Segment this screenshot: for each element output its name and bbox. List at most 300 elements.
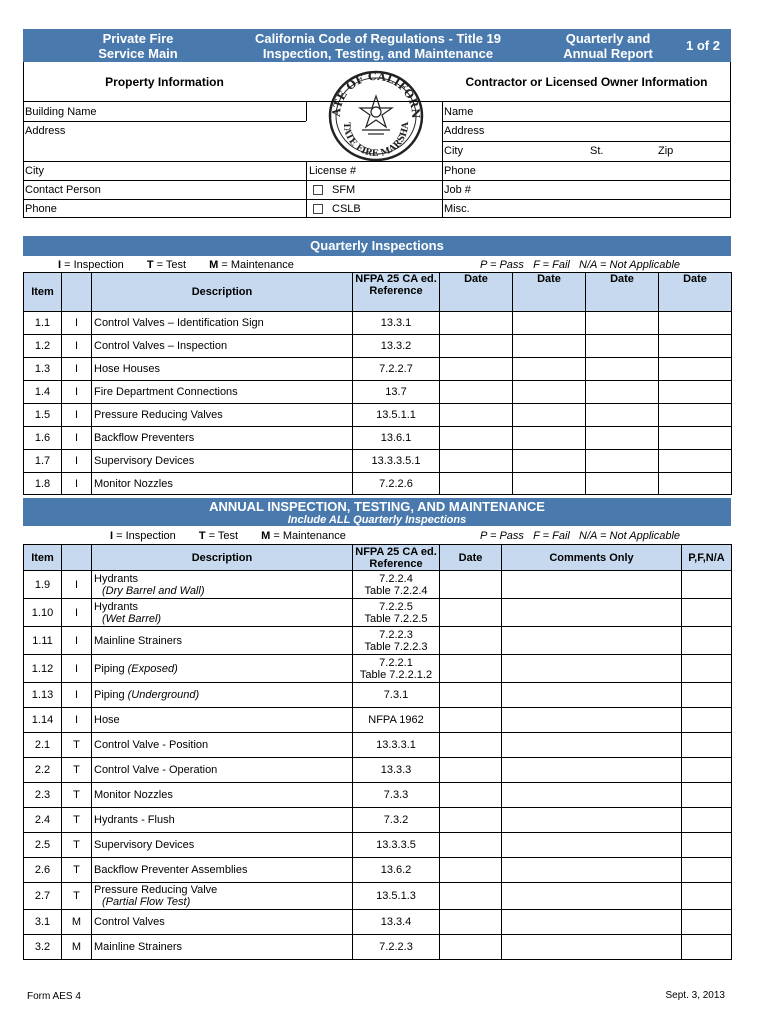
date-entry-cell[interactable] xyxy=(440,758,502,783)
date-entry-cell[interactable] xyxy=(440,858,502,883)
date-entry-cell[interactable] xyxy=(586,312,659,335)
row-description-text: Pressure Reducing Valve xyxy=(94,884,218,896)
date-entry-cell[interactable] xyxy=(586,381,659,404)
annual-col-header-pfna: P,F,N/A xyxy=(682,545,732,571)
row-description xyxy=(92,808,353,833)
row-description xyxy=(92,833,353,858)
table-row xyxy=(24,404,732,427)
annual-title-bar xyxy=(23,498,731,526)
row-description xyxy=(92,935,353,960)
row-reference-section: 13.3.3.1 xyxy=(376,739,416,751)
row-reference: 13.7 xyxy=(353,381,440,404)
row-item-number: 1.1 xyxy=(24,312,62,335)
comments-entry-cell[interactable] xyxy=(502,655,682,683)
date-entry-cell[interactable] xyxy=(586,450,659,473)
row-item-number: 2.5 xyxy=(24,833,62,858)
date-entry-cell[interactable] xyxy=(586,427,659,450)
row-type: I xyxy=(62,427,92,450)
comments-entry-cell[interactable] xyxy=(502,758,682,783)
comments-entry-cell[interactable] xyxy=(502,733,682,758)
date-entry-cell[interactable] xyxy=(586,358,659,381)
row-reference-section: 7.3.1 xyxy=(383,689,409,701)
col-header-date-3: Date xyxy=(586,273,659,312)
date-entry-cell[interactable] xyxy=(440,599,502,627)
pfna-entry-cell[interactable] xyxy=(682,883,732,910)
annual-legend-m-text: = Maintenance xyxy=(273,530,346,542)
annual-title: ANNUAL INSPECTION, TESTING, AND MAINTENANCE xyxy=(209,499,545,514)
job-number-label: Job # xyxy=(444,184,471,196)
row-reference: 7.2.2.7 xyxy=(353,358,440,381)
comments-entry-cell[interactable] xyxy=(502,571,682,599)
comments-entry-cell[interactable] xyxy=(502,599,682,627)
date-entry-cell[interactable] xyxy=(440,404,513,427)
row-type: M xyxy=(62,910,92,935)
date-entry-cell[interactable] xyxy=(440,783,502,808)
row-type: I xyxy=(62,627,92,655)
comments-entry-cell[interactable] xyxy=(502,683,682,708)
row-type: M xyxy=(62,935,92,960)
pfna-entry-cell[interactable] xyxy=(682,571,732,599)
annual-col-header-description: Description xyxy=(92,545,353,571)
row-item-number: 1.4 xyxy=(24,381,62,404)
row-type: I xyxy=(62,683,92,708)
date-entry-cell[interactable] xyxy=(513,473,586,495)
row-description xyxy=(92,627,353,655)
date-entry-cell[interactable] xyxy=(440,473,513,495)
row-type: T xyxy=(62,833,92,858)
row-item-number: 1.7 xyxy=(24,450,62,473)
pfna-entry-cell[interactable] xyxy=(682,783,732,808)
quarterly-legend-left xyxy=(58,259,294,271)
row-description xyxy=(92,733,353,758)
row-item-number: 1.13 xyxy=(24,683,62,708)
seal-graphic xyxy=(320,64,430,162)
table-row xyxy=(24,910,732,935)
contractor-phone-label: Phone xyxy=(444,165,476,177)
sfm-checkbox[interactable] xyxy=(313,185,323,195)
row-description xyxy=(92,683,353,708)
comments-entry-cell[interactable] xyxy=(502,910,682,935)
header-center-line2: Inspection, Testing, and Maintenance xyxy=(262,46,494,61)
info-line-6 xyxy=(23,199,731,200)
row-reference-section: 7.2.2.1 xyxy=(379,656,413,669)
row-item-number: 1.2 xyxy=(24,335,62,358)
state-fire-marshal-seal xyxy=(320,64,430,162)
row-reference-section: 7.2.2.5 xyxy=(379,600,413,613)
row-type: T xyxy=(62,808,92,833)
row-description: Fire Department Connections xyxy=(92,381,353,404)
quarterly-title-bar xyxy=(23,236,731,256)
annual-legend-i-text: = Inspection xyxy=(116,530,176,542)
header-right-title xyxy=(543,31,673,61)
annual-col-header-reference: NFPA 25 CA ed. Reference xyxy=(353,545,440,571)
date-entry-cell[interactable] xyxy=(513,404,586,427)
row-description-text: Control Valves xyxy=(94,916,165,928)
row-description: Monitor Nozzles xyxy=(92,473,353,495)
date-entry-cell[interactable] xyxy=(440,655,502,683)
col-header-item: Item xyxy=(24,273,62,312)
date-entry-cell[interactable] xyxy=(659,312,732,335)
license-label: License # xyxy=(309,165,357,177)
row-description-text: Mainline Strainers xyxy=(94,634,183,647)
table-row xyxy=(24,808,732,833)
row-type: I xyxy=(62,599,92,627)
contractor-state-label: St. xyxy=(590,145,604,157)
table-row xyxy=(24,427,732,450)
row-item-number: 1.6 xyxy=(24,427,62,450)
row-item-number: 1.11 xyxy=(24,627,62,655)
row-type: T xyxy=(62,858,92,883)
row-description-text: Piping xyxy=(94,662,125,675)
pfna-entry-cell[interactable] xyxy=(682,758,732,783)
annual-legend-i-key: I xyxy=(110,530,114,542)
table-row xyxy=(24,335,732,358)
info-divider-left xyxy=(306,101,307,121)
info-divider-left-lower xyxy=(306,161,307,218)
header-left-line2: Service Main xyxy=(98,46,178,61)
pfna-entry-cell[interactable] xyxy=(682,833,732,858)
row-reference-section: 13.5.1.3 xyxy=(376,890,416,902)
annual-table xyxy=(23,544,732,960)
seal-top-text: ATE OF CALIFORN xyxy=(329,69,423,119)
row-description-text: Hydrants - Flush xyxy=(94,814,175,826)
row-reference xyxy=(353,627,440,655)
row-reference xyxy=(353,833,440,858)
annual-legend-left xyxy=(110,530,346,542)
row-description xyxy=(92,655,353,683)
row-reference-section: 13.3.3.5 xyxy=(376,839,416,851)
row-type: I xyxy=(62,473,92,495)
annual-legend-t-text: = Test xyxy=(208,530,239,542)
date-entry-cell[interactable] xyxy=(513,450,586,473)
contact-person-label: Contact Person xyxy=(25,184,101,196)
table-row xyxy=(24,312,732,335)
row-item-number: 1.12 xyxy=(24,655,62,683)
row-item-number: 1.9 xyxy=(24,571,62,599)
col-header-reference: NFPA 25 CA ed. Reference xyxy=(353,273,440,312)
date-entry-cell[interactable] xyxy=(586,335,659,358)
comments-entry-cell[interactable] xyxy=(502,808,682,833)
row-description xyxy=(92,883,353,910)
row-description-text: Hydrants xyxy=(94,572,139,585)
quarterly-legend-right: P = Pass F = Fail N/A = Not Applicable xyxy=(480,259,681,271)
row-type: I xyxy=(62,312,92,335)
row-description xyxy=(92,910,353,935)
legend-m-key: M xyxy=(209,259,219,271)
row-reference: 13.6.1 xyxy=(353,427,440,450)
date-entry-cell[interactable] xyxy=(440,808,502,833)
table-row xyxy=(24,358,732,381)
table-row xyxy=(24,473,732,495)
row-description-qualifier: (Exposed) xyxy=(127,662,178,675)
row-item-number: 3.2 xyxy=(24,935,62,960)
info-line-2-left xyxy=(23,121,306,122)
row-item-number: 2.6 xyxy=(24,858,62,883)
row-description-qualifier: (Underground) xyxy=(127,689,200,701)
row-reference: 13.3.2 xyxy=(353,335,440,358)
info-line-2-right xyxy=(442,121,731,122)
row-type: I xyxy=(62,708,92,733)
row-reference-section: 7.2.2.4 xyxy=(379,572,413,585)
date-entry-cell[interactable] xyxy=(513,358,586,381)
pfna-entry-cell[interactable] xyxy=(682,935,732,960)
row-type: T xyxy=(62,883,92,910)
date-entry-cell[interactable] xyxy=(440,358,513,381)
table-row xyxy=(24,381,732,404)
cslb-label: CSLB xyxy=(332,203,361,215)
row-reference xyxy=(353,708,440,733)
row-reference xyxy=(353,683,440,708)
row-reference: 7.2.2.6 xyxy=(353,473,440,495)
row-reference-section: 7.3.3 xyxy=(383,789,409,801)
info-line-4 xyxy=(23,161,731,162)
row-description: Pressure Reducing Valves xyxy=(92,404,353,427)
date-entry-cell[interactable] xyxy=(586,473,659,495)
row-reference xyxy=(353,655,440,683)
row-type: I xyxy=(62,335,92,358)
row-reference-section: 7.2.2.3 xyxy=(379,941,413,953)
date-entry-cell[interactable] xyxy=(440,883,502,910)
row-reference xyxy=(353,935,440,960)
annual-rows xyxy=(24,571,732,960)
property-info-title: Property Information xyxy=(105,75,224,89)
col-header-description: Description xyxy=(92,273,353,312)
row-reference xyxy=(353,571,440,599)
pfna-entry-cell[interactable] xyxy=(682,910,732,935)
comments-entry-cell[interactable] xyxy=(502,783,682,808)
row-item-number: 1.14 xyxy=(24,708,62,733)
row-description-text: Backflow Preventer Assemblies xyxy=(94,864,248,876)
row-description xyxy=(92,708,353,733)
row-item-number: 2.7 xyxy=(24,883,62,910)
table-row xyxy=(24,627,732,655)
date-entry-cell[interactable] xyxy=(659,450,732,473)
comments-entry-cell[interactable] xyxy=(502,833,682,858)
row-reference-table: Table 7.2.2.4 xyxy=(364,584,428,597)
row-type: I xyxy=(62,381,92,404)
pfna-entry-cell[interactable] xyxy=(682,808,732,833)
row-description: Supervisory Devices xyxy=(92,450,353,473)
date-entry-cell[interactable] xyxy=(440,381,513,404)
row-description-subtext: (Partial Flow Test) xyxy=(102,896,191,908)
contractor-name-label: Name xyxy=(444,106,474,118)
pfna-entry-cell[interactable] xyxy=(682,733,732,758)
date-entry-cell[interactable] xyxy=(659,427,732,450)
row-description: Control Valves – Inspection xyxy=(92,335,353,358)
page-number: 1 of 2 xyxy=(686,38,720,53)
info-line-3-right xyxy=(442,141,731,142)
annual-col-header-type xyxy=(62,545,92,571)
table-row xyxy=(24,599,732,627)
header-right-line1: Quarterly and xyxy=(565,31,651,46)
row-reference xyxy=(353,808,440,833)
date-entry-cell[interactable] xyxy=(586,404,659,427)
row-reference xyxy=(353,733,440,758)
header-center-title xyxy=(233,31,523,61)
date-entry-cell[interactable] xyxy=(440,833,502,858)
date-entry-cell[interactable] xyxy=(440,910,502,935)
row-type: T xyxy=(62,783,92,808)
row-reference-table: Table 7.2.2.5 xyxy=(364,612,428,625)
date-entry-cell[interactable] xyxy=(659,473,732,495)
legend-i-text: = Inspection xyxy=(64,259,124,271)
pfna-entry-cell[interactable] xyxy=(682,627,732,655)
pfna-entry-cell[interactable] xyxy=(682,683,732,708)
col-header-date-2: Date xyxy=(513,273,586,312)
table-row xyxy=(24,935,732,960)
row-description xyxy=(92,571,353,599)
row-item-number: 2.1 xyxy=(24,733,62,758)
header-center-line1: California Code of Regulations - Title 19 xyxy=(254,31,502,46)
row-description-text: Mainline Strainers xyxy=(94,941,183,953)
date-entry-cell[interactable] xyxy=(440,427,513,450)
annual-col-header-item: Item xyxy=(24,545,62,571)
row-reference-section: 7.2.2.3 xyxy=(379,628,413,641)
row-reference xyxy=(353,783,440,808)
row-description-text: Control Valve - Position xyxy=(94,739,209,751)
comments-entry-cell[interactable] xyxy=(502,627,682,655)
comments-entry-cell[interactable] xyxy=(502,858,682,883)
row-description-text: Hydrants xyxy=(94,600,139,613)
row-reference-section: NFPA 1962 xyxy=(368,714,424,726)
table-row xyxy=(24,708,732,733)
row-reference-table: Table 7.2.2.1.2 xyxy=(359,668,433,681)
table-row xyxy=(24,450,732,473)
row-type: I xyxy=(62,404,92,427)
date-entry-cell[interactable] xyxy=(440,571,502,599)
cslb-checkbox[interactable] xyxy=(313,204,323,214)
contractor-address-label: Address xyxy=(444,125,485,137)
date-entry-cell[interactable] xyxy=(659,404,732,427)
row-description-text: Control Valve - Operation xyxy=(94,764,218,776)
row-item-number: 1.5 xyxy=(24,404,62,427)
date-entry-cell[interactable] xyxy=(440,627,502,655)
row-item-number: 3.1 xyxy=(24,910,62,935)
date-entry-cell[interactable] xyxy=(440,312,513,335)
info-line-1 xyxy=(23,101,731,102)
date-entry-cell[interactable] xyxy=(440,450,513,473)
legend-t-key: T xyxy=(146,259,154,271)
pfna-entry-cell[interactable] xyxy=(682,708,732,733)
date-entry-cell[interactable] xyxy=(513,335,586,358)
row-description xyxy=(92,599,353,627)
quarterly-rows xyxy=(24,312,732,495)
date-entry-cell[interactable] xyxy=(440,683,502,708)
row-description xyxy=(92,758,353,783)
row-reference xyxy=(353,858,440,883)
date-entry-cell[interactable] xyxy=(440,708,502,733)
annual-subtitle: Include ALL Quarterly Inspections xyxy=(287,514,467,526)
address-label: Address xyxy=(25,125,66,137)
legend-t-text: = Test xyxy=(156,259,187,271)
row-description-subtext: (Wet Barrel) xyxy=(102,612,162,625)
row-reference-section: 7.3.2 xyxy=(383,814,409,826)
phone-label: Phone xyxy=(25,203,57,215)
pfna-entry-cell[interactable] xyxy=(682,655,732,683)
row-type: I xyxy=(62,450,92,473)
row-description: Backflow Preventers xyxy=(92,427,353,450)
table-row xyxy=(24,758,732,783)
row-reference-section: 13.3.4 xyxy=(380,916,412,928)
comments-entry-cell[interactable] xyxy=(502,708,682,733)
row-type: T xyxy=(62,758,92,783)
date-entry-cell[interactable] xyxy=(659,335,732,358)
row-reference xyxy=(353,910,440,935)
row-description-text: Monitor Nozzles xyxy=(94,789,173,801)
sfm-label: SFM xyxy=(332,184,356,196)
table-row xyxy=(24,655,732,683)
row-description xyxy=(92,783,353,808)
comments-entry-cell[interactable] xyxy=(502,935,682,960)
row-item-number: 2.4 xyxy=(24,808,62,833)
date-entry-cell[interactable] xyxy=(440,335,513,358)
date-entry-cell[interactable] xyxy=(440,733,502,758)
header-left-line1: Private Fire xyxy=(102,31,174,46)
annual-legend-t-key: T xyxy=(198,530,206,542)
table-row xyxy=(24,833,732,858)
table-row xyxy=(24,783,732,808)
col-header-date-4: Date xyxy=(659,273,732,312)
row-description-subtext: (Dry Barrel and Wall) xyxy=(102,584,205,597)
row-type: I xyxy=(62,358,92,381)
row-item-number: 2.2 xyxy=(24,758,62,783)
row-item-number: 1.10 xyxy=(24,599,62,627)
contractor-info-title: Contractor or Licensed Owner Information xyxy=(465,75,708,89)
annual-col-header-date: Date xyxy=(440,545,502,571)
quarterly-table xyxy=(23,272,732,495)
row-description-text: Hose xyxy=(94,714,120,726)
contractor-zip-label: Zip xyxy=(658,145,674,157)
info-line-5 xyxy=(23,180,731,181)
building-name-label: Building Name xyxy=(25,106,97,118)
legend-i-key: I xyxy=(58,259,62,271)
pfna-entry-cell[interactable] xyxy=(682,858,732,883)
row-type: I xyxy=(62,571,92,599)
form-number: Form AES 4 xyxy=(27,991,81,1002)
date-entry-cell[interactable] xyxy=(513,381,586,404)
table-row xyxy=(24,571,732,599)
row-type: T xyxy=(62,733,92,758)
row-item-number: 1.8 xyxy=(24,473,62,495)
row-type: I xyxy=(62,655,92,683)
date-entry-cell[interactable] xyxy=(659,381,732,404)
date-entry-cell[interactable] xyxy=(659,358,732,381)
seal-bottom-text: TATE FIRE MARSHA xyxy=(340,121,412,160)
comments-entry-cell[interactable] xyxy=(502,883,682,910)
row-reference-section: 13.6.2 xyxy=(380,864,412,876)
header-right-line2: Annual Report xyxy=(563,46,653,61)
legend-m-text: = Maintenance xyxy=(221,259,294,271)
col-header-date-1: Date xyxy=(440,273,513,312)
row-reference xyxy=(353,758,440,783)
table-row xyxy=(24,858,732,883)
pfna-entry-cell[interactable] xyxy=(682,599,732,627)
date-entry-cell[interactable] xyxy=(440,935,502,960)
annual-legend-m-key: M xyxy=(261,530,271,542)
annual-legend-right: P = Pass F = Fail N/A = Not Applicable xyxy=(480,530,681,542)
info-divider-right xyxy=(442,101,443,218)
row-reference-table: Table 7.2.2.3 xyxy=(364,640,428,653)
table-row xyxy=(24,683,732,708)
misc-label: Misc. xyxy=(444,203,470,215)
date-entry-cell[interactable] xyxy=(513,312,586,335)
row-reference: 13.3.1 xyxy=(353,312,440,335)
date-entry-cell[interactable] xyxy=(513,427,586,450)
row-reference xyxy=(353,883,440,910)
row-reference-section: 13.3.3 xyxy=(380,764,412,776)
row-reference xyxy=(353,599,440,627)
header-left-title xyxy=(53,31,223,61)
